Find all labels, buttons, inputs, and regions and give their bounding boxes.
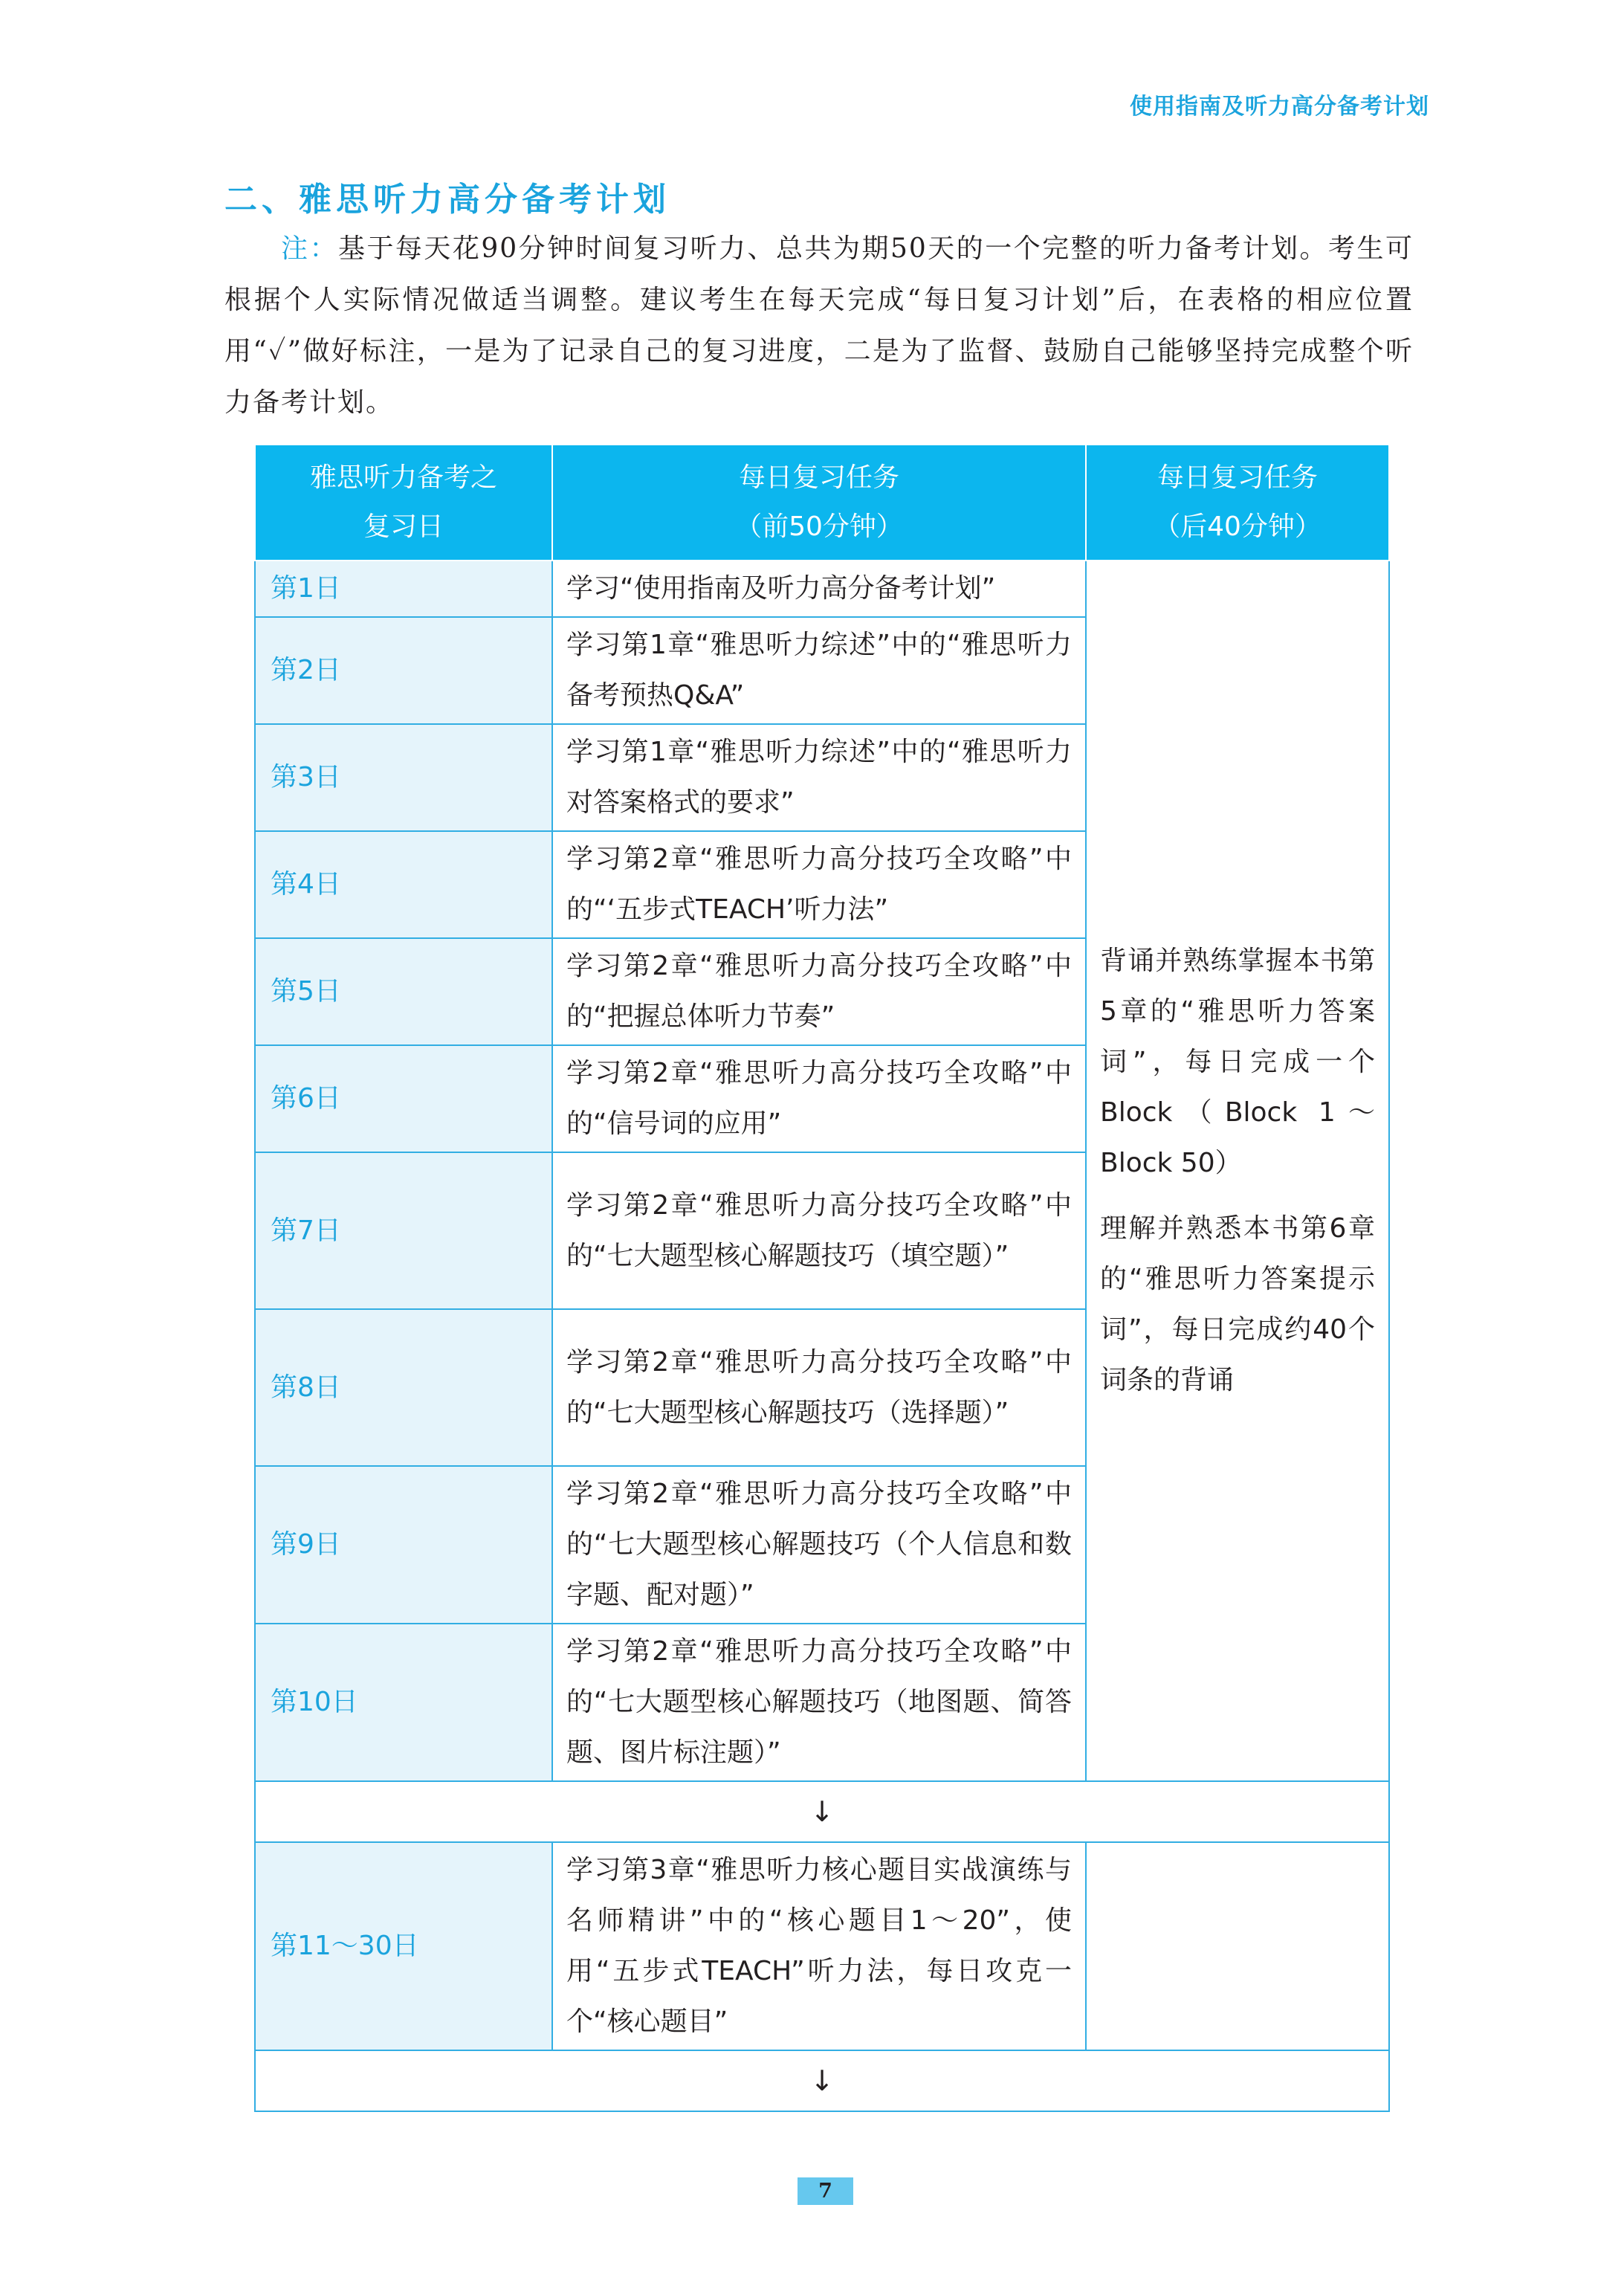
day-cell: 第11～30日 — [255, 1842, 552, 2050]
day-cell: 第10日 — [255, 1624, 552, 1781]
header-review-day: 雅思听力备考之 复习日 — [255, 445, 552, 561]
header-task-last-40: 每日复习任务 （后40分钟） — [1086, 445, 1389, 561]
arrow-row — [255, 1781, 1389, 1842]
rest-task-part1: 背诵并熟练掌握本书第5章的“雅思听力答案词”，每日完成一个Block（Block 1～Block 50） — [1100, 946, 1375, 1178]
day-cell: 第7日 — [255, 1152, 552, 1309]
task-cell: 学习第2章“雅思听力高分技巧全攻略”中的“七大题型核心解题技巧（填空题）” — [552, 1152, 1086, 1309]
task-cell: 学习第2章“雅思听力高分技巧全攻略”中的“‘五步式TEACH’听力法” — [552, 831, 1086, 938]
task-cell: 学习第2章“雅思听力高分技巧全攻略”中的“七大题型核心解题技巧（地图题、简答题、图片标注题）” — [552, 1624, 1086, 1781]
task-cell: 学习第3章“雅思听力核心题目实战演练与名师精讲”中的“核心题目1～20”，使用“五步式TEACH”听力法，每日攻克一个“核心题目” — [552, 1842, 1086, 2050]
header-task-first-50: 每日复习任务 （前50分钟） — [552, 445, 1086, 561]
day-cell: 第6日 — [255, 1045, 552, 1152]
rest-task-cell — [1086, 561, 1389, 1781]
note-paragraph — [224, 223, 1414, 428]
running-header: 使用指南及听力高分备考计划 — [1130, 94, 1429, 120]
task-cell: 学习第2章“雅思听力高分技巧全攻略”中的“七大题型核心解题技巧（选择题）” — [552, 1309, 1086, 1466]
task-cell: 学习第2章“雅思听力高分技巧全攻略”中的“七大题型核心解题技巧（个人信息和数字题、配对题）” — [552, 1466, 1086, 1624]
task-cell: 学习第2章“雅思听力高分技巧全攻略”中的“信号词的应用” — [552, 1045, 1086, 1152]
day-cell: 第8日 — [255, 1309, 552, 1466]
page-number: 7 — [798, 2177, 853, 2205]
study-plan-table — [254, 444, 1390, 2112]
arrow-row — [255, 2050, 1389, 2111]
day-cell: 第9日 — [255, 1466, 552, 1624]
task-cell: 学习第1章“雅思听力综述”中的“雅思听力备考预热Q&A” — [552, 617, 1086, 724]
day-cell: 第3日 — [255, 724, 552, 831]
rest-task-cell-empty — [1086, 1842, 1389, 2050]
table-header-row — [255, 445, 1389, 561]
day-cell: 第4日 — [255, 831, 552, 938]
down-arrow-icon: ↓ — [255, 1781, 1389, 1842]
note-label: 注： — [281, 233, 338, 264]
table-row — [255, 1842, 1389, 2050]
rest-task-part2: 理解并熟悉本书第6章的“雅思听力答案提示词”，每日完成约40个词条的背诵 — [1100, 1213, 1375, 1395]
note-text: 基于每天花90分钟时间复习听力、总共为期50天的一个完整的听力备考计划。考生可根据个人实际情况做适当调整。建议考生在每天完成“每日复习计划”后，在表格的相应位置用“✓”做好标注，一是为了记录自己的复习进度，二是为了监督、鼓励自己能够坚持完成整个听力备考计划。 — [224, 233, 1414, 418]
day-cell: 第2日 — [255, 617, 552, 724]
table-row — [255, 561, 1389, 617]
day-cell: 第1日 — [255, 561, 552, 617]
down-arrow-icon: ↓ — [255, 2050, 1389, 2111]
day-cell: 第5日 — [255, 938, 552, 1045]
task-cell: 学习第2章“雅思听力高分技巧全攻略”中的“把握总体听力节奏” — [552, 938, 1086, 1045]
task-cell: 学习“使用指南及听力高分备考计划” — [552, 561, 1086, 617]
task-cell: 学习第1章“雅思听力综述”中的“雅思听力对答案格式的要求” — [552, 724, 1086, 831]
section-title: 二、雅思听力高分备考计划 — [224, 181, 670, 219]
